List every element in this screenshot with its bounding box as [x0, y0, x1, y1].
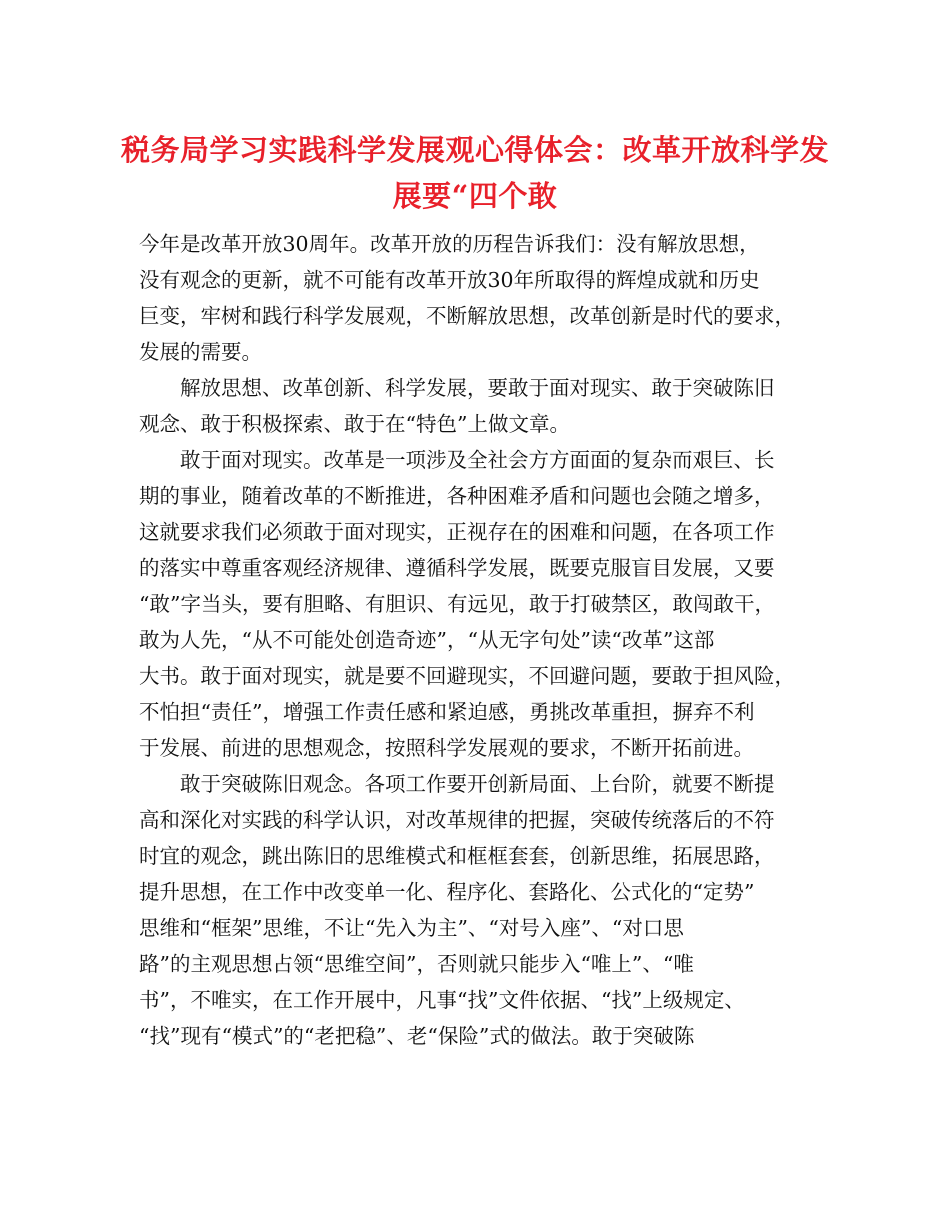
paragraph-line: 解放思想、改革创新、科学发展，要敢于面对现实、敢于突破陈旧	[139, 376, 775, 400]
paragraph-line: 没有观念的更新，就不可能有改革开放30年所取得的辉煌成就和历史	[139, 268, 760, 292]
paragraph-line: 书”，不唯实，在工作开展中，凡事“找”文件依据、“找”上级规定、	[139, 988, 745, 1012]
paragraph-line: 路”的主观思想占领“思维空间”，否则就只能步入“唯上”、“唯	[139, 952, 694, 976]
document-title-line-2: 展要“四个敢	[392, 179, 558, 213]
paragraph-line: 今年是改革开放30周年。改革开放的历程告诉我们：没有解放思想，	[139, 232, 760, 256]
paragraph-line: 这就要求我们必须敢于面对现实，正视存在的困难和问题，在各项工作	[139, 520, 775, 544]
paragraph-line: 巨变，牢树和践行科学发展观，不断解放思想，改革创新是时代的要求，	[139, 304, 795, 328]
paragraph-line: 思维和“框架”思维，不让“先入为主”、“对号入座”、“对口思	[139, 916, 684, 940]
paragraph-line: 发展的需要。	[139, 340, 262, 364]
paragraph-line: 提升思想，在工作中改变单一化、程序化、套路化、公式化的“定势”	[139, 880, 755, 904]
paragraph-line: 高和深化对实践的科学认识，对改革规律的把握，突破传统落后的不符	[139, 808, 775, 832]
paragraph-line: 观念、敢于积极探索、敢于在“特色”上做文章。	[139, 412, 570, 436]
document-title-line-1: 税务局学习实践科学发展观心得体会：改革开放科学发	[120, 133, 829, 167]
paragraph-line: 大书。敢于面对现实，就是要不回避现实，不回避问题，要敢于担风险，	[139, 664, 795, 688]
paragraph-line: 敢为人先，“从不可能处创造奇迹”，“从无字句处”读“改革”这部	[139, 628, 715, 652]
paragraph-line: 敢于突破陈旧观念。各项工作要开创新局面、上台阶，就要不断提	[139, 772, 775, 796]
paragraph-line: 的落实中尊重客观经济规律、遵循科学发展，既要克服盲目发展，又要	[139, 556, 775, 580]
paragraph-line: 敢于面对现实。改革是一项涉及全社会方方面面的复杂而艰巨、长	[139, 448, 775, 472]
paragraph-line: “找”现有“模式”的“老把稳”、老“保险”式的做法。敢于突破陈	[139, 1024, 695, 1048]
paragraph-line: “敢”字当头，要有胆略、有胆识、有远见，敢于打破禁区，敢闯敢干，	[139, 592, 775, 616]
paragraph-line: 于发展、前进的思想观念，按照科学发展观的要求，不断开拓前进。	[139, 736, 754, 760]
paragraph-line: 期的事业，随着改革的不断推进，各种困难矛盾和问题也会随之增多，	[139, 484, 775, 508]
paragraph-line: 时宜的观念，跳出陈旧的思维模式和框框套套，创新思维，拓展思路，	[139, 844, 775, 868]
paragraph-line: 不怕担“责任”，增强工作责任感和紧迫感，勇挑改革重担，摒弃不利	[139, 700, 755, 724]
